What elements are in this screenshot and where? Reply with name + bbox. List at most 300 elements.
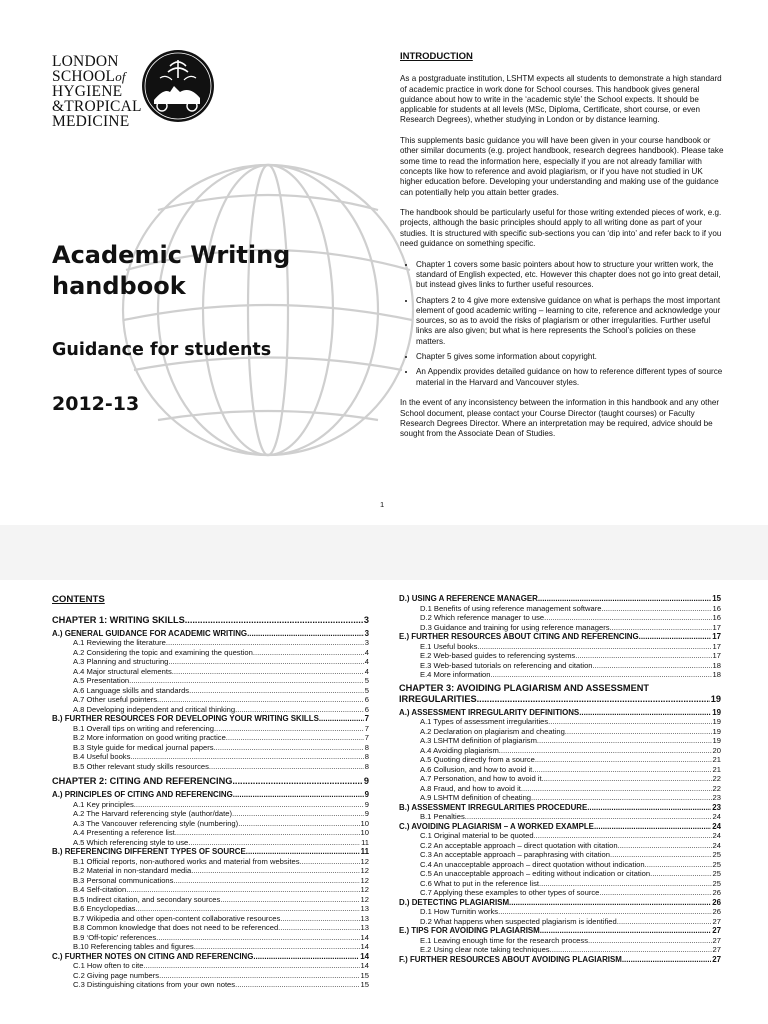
toc-sub-entry[interactable] bbox=[399, 936, 721, 946]
contents-heading: CONTENTS bbox=[52, 594, 105, 605]
toc-entry-label: D.1 How Turnitin works bbox=[420, 907, 499, 916]
logo-line-1: LONDON bbox=[52, 53, 119, 70]
toc-page-number: 10 bbox=[360, 818, 369, 828]
toc-entry-label: C.5 An unacceptable approach – editing without indication or citation bbox=[420, 869, 651, 878]
toc-leader-dots bbox=[565, 727, 712, 737]
toc-page-number: 9 bbox=[364, 809, 369, 818]
toc-leader-dots bbox=[622, 955, 711, 965]
toc-entry-label: B.) REFERENCING DIFFERENT TYPES OF SOURCE bbox=[52, 847, 246, 856]
toc-entry-label: E.1 Useful books bbox=[420, 641, 478, 651]
toc-leader-dots bbox=[300, 857, 360, 867]
logo-line-4: &TROPICAL bbox=[52, 98, 142, 115]
handbook-title bbox=[52, 240, 290, 302]
toc-sub-entry[interactable] bbox=[399, 765, 721, 775]
toc-sub-entry[interactable] bbox=[52, 866, 369, 876]
toc-entry-label: B.5 Indirect citation, and secondary sources bbox=[73, 894, 221, 904]
toc-leader-dots bbox=[645, 860, 712, 870]
toc-page-number: 25 bbox=[712, 878, 721, 888]
toc-sub-entry[interactable] bbox=[399, 604, 721, 614]
toc-entry-label: CHAPTER 2: CITING AND REFERENCING bbox=[52, 776, 233, 786]
toc-page-number: 22 bbox=[712, 774, 721, 783]
toc-entry-label: D.3 Guidance and training for using reference managers bbox=[420, 622, 610, 632]
globe-watermark bbox=[118, 120, 418, 500]
toc-sub-entry[interactable] bbox=[52, 914, 369, 924]
toc-sub-entry[interactable] bbox=[399, 850, 721, 860]
toc-leader-dots bbox=[172, 667, 364, 677]
toc-entry-label: A.) GENERAL GUIDANCE FOR ACADEMIC WRITING bbox=[52, 628, 248, 638]
toc-page-number: 12 bbox=[360, 866, 369, 875]
toc-entry-label: B.4 Useful books bbox=[73, 752, 131, 761]
intro-bullet-list bbox=[400, 260, 725, 388]
handbook-subtitle: Guidance for students bbox=[52, 340, 272, 360]
toc-entry-label: D.) DETECTING PLAGIARISM bbox=[399, 897, 510, 907]
intro-paragraph-3: The handbook should be particularly useful for those writing extended pieces of work, e.g. projects, although the basic principles should apply to all writing done as part of your studies. It is structured with specific sub-sections you can ‘dip into’ and refer back to if you need guidance on something specific. bbox=[400, 208, 722, 249]
toc-entry-label: A.9 LSHTM definition of cheating bbox=[420, 793, 532, 802]
toc-entry-label: CHAPTER 1: WRITING SKILLS bbox=[52, 614, 185, 625]
toc-page-number: 3 bbox=[364, 638, 369, 647]
toc-leader-dots bbox=[189, 686, 364, 696]
toc-entry-label: B.4 Self-citation bbox=[73, 885, 127, 894]
toc-leader-dots bbox=[246, 847, 360, 857]
toc-entry-label: C.3 An acceptable approach – paraphrasing with citation bbox=[420, 850, 610, 859]
toc-sub-entry[interactable] bbox=[52, 828, 369, 838]
toc-entry-label: C.1 How often to cite bbox=[73, 961, 144, 970]
toc-leader-dots bbox=[465, 812, 712, 822]
toc-sub-entry[interactable] bbox=[52, 923, 369, 933]
toc-entry-label: A.7 Personation, and how to avoid it bbox=[420, 774, 542, 783]
toc-leader-dots bbox=[639, 632, 712, 642]
toc-page-number: 4 bbox=[364, 666, 369, 676]
toc-sub-entry[interactable] bbox=[52, 676, 369, 686]
toc-entry-label: B.2 More information on good writing practice bbox=[73, 733, 226, 742]
toc-entry-label: D.2 Which reference manager to use bbox=[420, 613, 545, 622]
toc-leader-dots bbox=[602, 604, 712, 614]
toc-entry-label: C.2 An acceptable approach – direct quotation with citation bbox=[420, 840, 618, 850]
toc-entry-label: B.1 Overall tips on writing and referencing bbox=[73, 723, 214, 733]
toc-section-entry[interactable] bbox=[52, 847, 369, 857]
toc-sub-entry[interactable] bbox=[52, 876, 369, 886]
toc-entry-label: E.) TIPS FOR AVOIDING PLAGIARISM bbox=[399, 926, 540, 935]
toc-entry-label: F.) FURTHER RESOURCES ABOUT AVOIDING PLAGIARISM bbox=[399, 954, 622, 964]
toc-page-number: 4 bbox=[364, 657, 369, 666]
logo-line-3: HYGIENE bbox=[52, 83, 123, 100]
toc-leader-dots bbox=[534, 831, 712, 841]
toc-entry-label: B.) ASSESSMENT IRREGULARITIES PROCEDURE bbox=[399, 802, 588, 812]
toc-leader-dots bbox=[126, 885, 359, 895]
toc-page-number: 22 bbox=[712, 783, 721, 793]
toc-sub-entry[interactable] bbox=[52, 809, 369, 819]
toc-sub-entry[interactable] bbox=[52, 838, 369, 848]
toc-leader-dots bbox=[521, 784, 712, 794]
toc-leader-dots bbox=[194, 942, 360, 952]
toc-section-entry[interactable] bbox=[52, 952, 369, 962]
toc-page-number: 23 bbox=[712, 793, 721, 802]
toc-page-number: 21 bbox=[712, 755, 721, 764]
toc-sub-entry[interactable] bbox=[399, 736, 721, 746]
toc-sub-entry[interactable] bbox=[399, 717, 721, 727]
toc-entry-label: A.3 The Vancouver referencing style (numbering) bbox=[73, 818, 239, 828]
toc-section-entry[interactable] bbox=[399, 955, 721, 965]
toc-entry-label: D.2 What happens when suspected plagiarism is identified bbox=[420, 916, 617, 926]
toc-leader-dots bbox=[531, 793, 712, 803]
logo-wordmark bbox=[52, 54, 142, 129]
toc-leader-dots bbox=[188, 838, 360, 848]
toc-page-number: 17 bbox=[712, 632, 721, 641]
toc-page-number: 18 bbox=[712, 670, 721, 679]
toc-chapter-label-line-1: CHAPTER 3: AVOIDING PLAGIARISM AND ASSESSMENT bbox=[399, 682, 649, 693]
toc-sub-entry[interactable] bbox=[399, 907, 721, 917]
toc-page-number: 25 bbox=[712, 869, 721, 878]
toc-page-number: 10 bbox=[360, 828, 369, 837]
toc-sub-entry[interactable] bbox=[52, 895, 369, 905]
toc-entry-label: B.3 Personal communications bbox=[73, 875, 174, 885]
toc-leader-dots bbox=[129, 676, 364, 686]
toc-leader-dots bbox=[618, 841, 712, 851]
toc-page-number: 15 bbox=[360, 970, 369, 980]
toc-entry-label: A.2 Declaration on plagiarism and cheating bbox=[420, 726, 565, 736]
toc-leader-dots bbox=[594, 822, 711, 832]
toc-section-entry[interactable] bbox=[399, 926, 721, 936]
contents-left-column bbox=[52, 580, 369, 990]
toc-chapter-entry[interactable] bbox=[52, 776, 369, 787]
toc-leader-dots bbox=[575, 651, 711, 661]
toc-section-entry[interactable] bbox=[52, 790, 369, 800]
toc-leader-dots bbox=[232, 776, 363, 787]
toc-entry-label: B.1 Penalties bbox=[420, 812, 465, 821]
toc-entry-label: A.4 Presenting a reference list bbox=[73, 828, 175, 837]
toc-page-number: 11 bbox=[361, 837, 369, 847]
toc-page-number: 24 bbox=[712, 831, 721, 840]
toc-section-entry[interactable] bbox=[399, 803, 721, 813]
toc-sub-entry[interactable] bbox=[399, 860, 721, 870]
toc-sub-entry[interactable] bbox=[52, 686, 369, 696]
toc-leader-dots bbox=[238, 819, 359, 829]
toc-leader-dots bbox=[235, 705, 364, 715]
toc-sub-entry[interactable] bbox=[52, 724, 369, 734]
toc-leader-dots bbox=[539, 879, 712, 889]
toc-entry-label: A.1 Types of assessment irregularities bbox=[420, 717, 549, 726]
toc-page-number: 6 bbox=[364, 704, 369, 714]
toc-page-number: 12 bbox=[360, 856, 369, 866]
school-crest-icon bbox=[140, 48, 216, 124]
toc-page-number: 19 bbox=[712, 736, 721, 745]
toc-leader-dots bbox=[498, 907, 711, 917]
toc-leader-dots bbox=[144, 961, 360, 971]
toc-page-number: 13 bbox=[360, 913, 369, 923]
toc-page-number: 15 bbox=[712, 594, 721, 603]
toc-sub-entry[interactable] bbox=[399, 613, 721, 623]
toc-section-entry[interactable] bbox=[399, 898, 721, 908]
toc-leader-dots bbox=[477, 694, 710, 705]
toc-entry-label: A.4 Major structural elements bbox=[73, 666, 172, 676]
academic-year: 2012-13 bbox=[52, 393, 140, 415]
toc-page-number: 27 bbox=[712, 945, 721, 954]
toc-sub-entry[interactable] bbox=[52, 933, 369, 943]
toc-page-number: 9 bbox=[364, 799, 369, 809]
toc-page-number: 7 bbox=[364, 723, 369, 733]
intro-bullet-1: • Chapter 1 covers some basic pointers about how to structure your written work, the standard of English expected, etc. However this chapter does not go into great detail, but instead gives links to further useful resources. bbox=[416, 260, 725, 291]
intro-bullet-3: • Chapter 5 gives some information about copyright. bbox=[416, 352, 725, 362]
toc-sub-entry[interactable] bbox=[52, 942, 369, 952]
toc-section-entry[interactable] bbox=[399, 594, 721, 604]
toc-sub-entry[interactable] bbox=[399, 746, 721, 756]
toc-leader-dots bbox=[617, 917, 712, 927]
toc-page-number: 17 bbox=[712, 641, 721, 651]
title-line-2: handbook bbox=[52, 272, 186, 300]
toc-page-number: 16 bbox=[712, 613, 721, 622]
toc-entry-label: A.5 Presentation bbox=[73, 676, 130, 685]
toc-sub-entry[interactable] bbox=[399, 945, 721, 955]
toc-leader-dots bbox=[588, 936, 712, 946]
toc-sub-entry[interactable] bbox=[52, 638, 369, 648]
toc-entry-label: B.8 Common knowledge that does not need to be referenced bbox=[73, 923, 279, 932]
toc-leader-dots bbox=[540, 926, 711, 936]
toc-sub-entry[interactable] bbox=[52, 857, 369, 867]
toc-leader-dots bbox=[220, 895, 359, 905]
toc-leader-dots bbox=[319, 714, 364, 724]
toc-leader-dots bbox=[191, 866, 359, 876]
toc-page-number: 5 bbox=[364, 685, 369, 695]
toc-sub-entry[interactable] bbox=[399, 623, 721, 633]
toc-leader-dots bbox=[185, 615, 363, 626]
toc-entry-label: C.1 Original material to be quoted bbox=[420, 831, 534, 840]
toc-leader-dots bbox=[532, 765, 711, 775]
toc-page-number: 8 bbox=[364, 752, 369, 761]
toc-page-number: 27 bbox=[712, 954, 721, 964]
toc-sub-entry[interactable] bbox=[52, 648, 369, 658]
toc-entry-label: B.2 Material in non-standard media bbox=[73, 866, 192, 875]
toc-entry-label: A.8 Fraud, and how to avoid it bbox=[420, 783, 521, 793]
toc-sub-entry[interactable] bbox=[52, 743, 369, 753]
toc-entry-label: A.3 LSHTM definition of plagiarism bbox=[420, 736, 537, 745]
toc-sub-entry[interactable] bbox=[399, 812, 721, 822]
toc-entry-label: A.2 Considering the topic and examining the question bbox=[73, 647, 253, 657]
toc-page-number: 19 bbox=[712, 707, 721, 717]
toc-leader-dots bbox=[587, 803, 711, 813]
logo-line-of: of bbox=[115, 69, 126, 84]
toc-page-number: 16 bbox=[712, 603, 721, 613]
toc-entry-label: C.4 An unacceptable approach – direct quotation without indication bbox=[420, 859, 645, 869]
toc-leader-dots bbox=[214, 743, 364, 753]
toc-leader-dots bbox=[130, 752, 363, 762]
toc-sub-entry[interactable] bbox=[52, 961, 369, 971]
toc-page-number: 19 bbox=[710, 693, 721, 704]
title-line-1: Academic Writing bbox=[52, 241, 291, 269]
toc-sub-entry[interactable] bbox=[399, 642, 721, 652]
toc-sub-entry[interactable] bbox=[52, 705, 369, 715]
intro-paragraph-2: This supplements basic guidance you will have been given in your course handbook or other similar documents (e.g. project handbook, research degrees handbook). Please take some time to read the information here, especially if you are not already familiar with concepts like how to reference and avoid plagiarism, or if you have not studied in UK higher education before. Developing your understanding and making use of the guidance can potentially help you attain better grades. bbox=[400, 136, 724, 197]
toc-sub-entry[interactable] bbox=[399, 888, 721, 898]
toc-sub-entry[interactable] bbox=[52, 904, 369, 914]
toc-page-number: 3 bbox=[364, 628, 369, 638]
toc-section-entry[interactable] bbox=[399, 822, 721, 832]
toc-entry-label: A.2 The Harvard referencing style (author/date) bbox=[73, 809, 232, 818]
toc-entry-label: A.7 Other useful pointers bbox=[73, 695, 157, 704]
toc-entry-label: C.) FURTHER NOTES ON CITING AND REFERENCING bbox=[52, 951, 254, 961]
toc-sub-entry[interactable] bbox=[399, 841, 721, 851]
toc-entry-label: C.3 Distinguishing citations from your own notes bbox=[73, 980, 236, 989]
toc-leader-dots bbox=[253, 648, 364, 658]
toc-entry-label: D.) USING A REFERENCE MANAGER bbox=[399, 594, 538, 603]
toc-sub-entry[interactable] bbox=[399, 774, 721, 784]
toc-leader-dots bbox=[159, 971, 359, 981]
toc-leader-dots bbox=[610, 623, 712, 633]
toc-sub-entry[interactable] bbox=[52, 657, 369, 667]
toc-sub-entry[interactable] bbox=[52, 762, 369, 772]
toc-leader-dots bbox=[280, 914, 359, 924]
toc-sub-entry[interactable] bbox=[399, 917, 721, 927]
toc-section-entry[interactable] bbox=[399, 632, 721, 642]
toc-leader-dots bbox=[168, 657, 363, 667]
toc-leader-dots bbox=[209, 762, 364, 772]
toc-leader-dots bbox=[579, 708, 711, 718]
contents-page bbox=[0, 580, 768, 1024]
toc-chapter-entry[interactable] bbox=[399, 683, 721, 705]
toc-sub-entry[interactable] bbox=[399, 784, 721, 794]
toc-page-number: 15 bbox=[360, 980, 369, 989]
toc-sub-entry[interactable] bbox=[52, 971, 369, 981]
toc-page-number: 8 bbox=[364, 742, 369, 752]
toc-page-number: 26 bbox=[712, 897, 721, 907]
toc-page-number: 23 bbox=[712, 802, 721, 812]
intro-paragraph-4: In the event of any inconsistency between the information in this handbook and any other School document, please contact your Course Director (taught courses) or Faculty Research Degrees Director. Where an interpretation may be required, advice should be sought from the Associate Dean of Studies. bbox=[400, 398, 720, 439]
toc-sub-entry[interactable] bbox=[52, 980, 369, 990]
toc-page-number: 18 bbox=[712, 660, 721, 670]
toc-entry-label: E.) FURTHER RESOURCES ABOUT CITING AND REFERENCING bbox=[399, 632, 639, 641]
toc-entry-label: C.7 Applying these examples to other types of source bbox=[420, 888, 600, 897]
toc-entry-label: A.1 Key principles bbox=[73, 799, 134, 809]
toc-entry-label: B.5 Other relevant study skills resources bbox=[73, 761, 209, 771]
toc-page-number: 24 bbox=[712, 840, 721, 850]
toc-entry-label: B.10 Referencing tables and figures bbox=[73, 942, 194, 951]
toc-sub-entry[interactable] bbox=[52, 695, 369, 705]
toc-leader-dots bbox=[214, 724, 364, 734]
toc-entry-label: E.1 Leaving enough time for the research process bbox=[420, 935, 589, 945]
toc-page-number: 5 bbox=[364, 676, 369, 685]
toc-sub-entry[interactable] bbox=[52, 752, 369, 762]
toc-entry-label: A.5 Which referencing style to use bbox=[73, 837, 189, 847]
toc-page-number: 19 bbox=[712, 717, 721, 726]
toc-leader-dots bbox=[175, 828, 360, 838]
toc-entry-label: A.8 Developing independent and critical thinking bbox=[73, 704, 236, 714]
toc-entry-label: A.3 Planning and structuring bbox=[73, 657, 169, 666]
toc-sub-entry[interactable] bbox=[399, 879, 721, 889]
toc-sub-entry[interactable] bbox=[52, 819, 369, 829]
toc-page-number: 24 bbox=[712, 812, 721, 821]
toc-chapter-entry[interactable] bbox=[52, 615, 369, 626]
intro-paragraph-1: As a postgraduate institution, LSHTM expects all students to demonstrate a high standard of academic practice in work done for School courses. This handbook gives general guidance about how to write in the ‘academic style’ the School expects. It should be applicable for students at all levels (MSc, Diploma, Certificate, short course, or even Research Degrees), whether studying in London or by distance learning. bbox=[400, 74, 722, 125]
toc-entry-label: C.) AVOIDING PLAGIARISM – A WORKED EXAMPLE bbox=[399, 821, 594, 831]
toc-leader-dots bbox=[253, 952, 359, 962]
toc-sub-entry[interactable] bbox=[399, 831, 721, 841]
introduction-heading: INTRODUCTION bbox=[400, 51, 473, 62]
toc-page-number: 9 bbox=[364, 790, 369, 799]
toc-page-number: 12 bbox=[360, 885, 369, 894]
toc-leader-dots bbox=[593, 661, 712, 671]
toc-sub-entry[interactable] bbox=[52, 885, 369, 895]
page-number: 1 bbox=[380, 500, 385, 509]
toc-page-number: 13 bbox=[360, 923, 369, 932]
toc-leader-dots bbox=[490, 670, 711, 680]
toc-entry-label: E.2 Using clear note taking techniques bbox=[420, 945, 550, 954]
toc-page-number: 25 bbox=[712, 859, 721, 869]
toc-page-number: 21 bbox=[712, 764, 721, 774]
toc-sub-entry[interactable] bbox=[399, 755, 721, 765]
toc-page-number: 7 bbox=[364, 733, 369, 742]
toc-sub-entry[interactable] bbox=[52, 800, 369, 810]
toc-page-number: 26 bbox=[712, 888, 721, 897]
toc-leader-dots bbox=[235, 980, 359, 990]
toc-leader-dots bbox=[544, 613, 711, 623]
toc-sub-entry[interactable] bbox=[399, 869, 721, 879]
toc-entry-label: B.1 Official reports, non-authored works and material from websites bbox=[73, 856, 300, 866]
toc-section-entry[interactable] bbox=[52, 714, 369, 724]
toc-entry-label: C.2 Giving page numbers bbox=[73, 970, 160, 980]
toc-page-number: 4 bbox=[364, 647, 369, 657]
toc-leader-dots bbox=[226, 733, 364, 743]
introduction-section bbox=[400, 52, 725, 450]
contents-right-column bbox=[399, 580, 721, 964]
toc-leader-dots bbox=[548, 717, 711, 727]
toc-section-entry[interactable] bbox=[52, 629, 369, 639]
toc-sub-entry[interactable] bbox=[399, 793, 721, 803]
toc-entry-label: A.6 Collusion, and how to avoid it bbox=[420, 764, 533, 774]
toc-sub-entry[interactable] bbox=[399, 727, 721, 737]
toc-leader-dots bbox=[599, 888, 711, 898]
toc-page-number: 14 bbox=[360, 961, 369, 970]
intro-bullet-2: • Chapters 2 to 4 give more extensive guidance on what is perhaps the most important element of good academic writing – learning to cite, reference and acknowledge your sources, so as to avoid the risks of plagiarism or other irregularities. Further useful links are also given; but what is here represents the School’s policies on these matters. bbox=[416, 296, 725, 347]
logo-line-5: MEDICINE bbox=[52, 113, 130, 130]
toc-chapter-label-line-2: IRREGULARITIES bbox=[399, 693, 477, 704]
toc-page-number: 26 bbox=[712, 907, 721, 916]
toc-leader-dots bbox=[535, 755, 712, 765]
toc-entry-label: E.3 Web-based tutorials on referencing and citation bbox=[420, 660, 593, 670]
toc-page-number: 8 bbox=[364, 761, 369, 771]
toc-page-number: 17 bbox=[712, 622, 721, 632]
toc-leader-dots bbox=[499, 746, 712, 756]
logo-line-2: SCHOOL bbox=[52, 68, 116, 85]
toc-section-entry[interactable] bbox=[399, 708, 721, 718]
toc-sub-entry[interactable] bbox=[52, 733, 369, 743]
toc-page-number: 27 bbox=[712, 926, 721, 935]
toc-entry-label: B.7 Wikipedia and other open-content collaborative resources bbox=[73, 913, 281, 923]
page-gap bbox=[0, 525, 768, 580]
toc-page-number: 11 bbox=[360, 847, 369, 856]
toc-sub-entry[interactable] bbox=[399, 661, 721, 671]
toc-leader-dots bbox=[247, 629, 364, 639]
toc-sub-entry[interactable] bbox=[399, 670, 721, 680]
toc-page-number: 6 bbox=[364, 695, 369, 704]
toc-page-number: 14 bbox=[360, 951, 369, 961]
toc-leader-dots bbox=[538, 594, 711, 604]
toc-sub-entry[interactable] bbox=[52, 667, 369, 677]
toc-leader-dots bbox=[156, 933, 359, 943]
toc-entry-label: E.4 More information bbox=[420, 670, 491, 679]
toc-sub-entry[interactable] bbox=[399, 651, 721, 661]
toc-page-number: 14 bbox=[360, 932, 369, 942]
toc-leader-dots bbox=[166, 638, 364, 648]
toc-entry-label: A.) ASSESSMENT IRREGULARITY DEFINITIONS bbox=[399, 707, 580, 717]
toc-entry-label: B.9 ‘Off-topic’ references bbox=[73, 932, 157, 942]
toc-leader-dots bbox=[509, 898, 711, 908]
toc-leader-dots bbox=[134, 800, 364, 810]
toc-leader-dots bbox=[610, 850, 712, 860]
toc-entry-label: B.) FURTHER RESOURCES FOR DEVELOPING YOUR WRITING SKILLS bbox=[52, 714, 319, 723]
toc-entry-label: E.2 Web-based guides to referencing systems bbox=[420, 651, 576, 660]
toc-leader-dots bbox=[550, 945, 712, 955]
toc-leader-dots bbox=[157, 695, 364, 705]
toc-leader-dots bbox=[537, 736, 712, 746]
